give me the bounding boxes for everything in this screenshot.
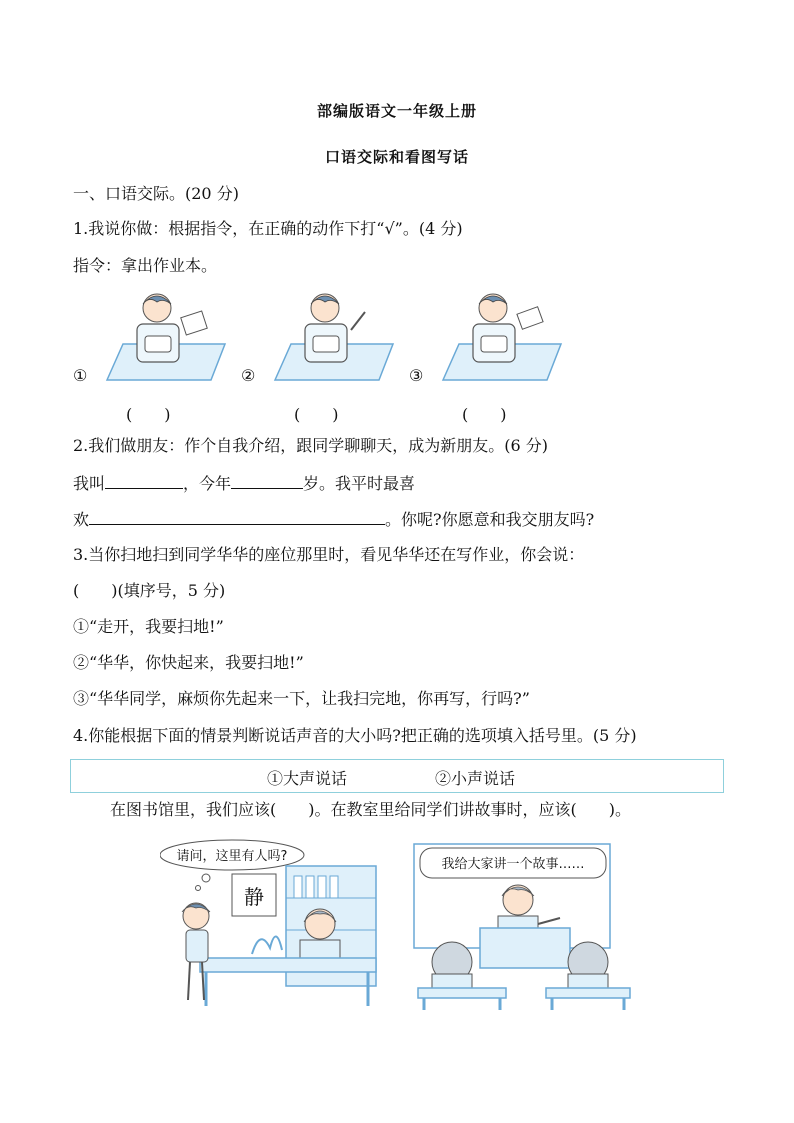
page-title: 部编版语文一年级上册 bbox=[316, 102, 477, 120]
question-1-pictures bbox=[73, 288, 633, 388]
option-2-number: ② bbox=[241, 366, 256, 385]
option-quiet: ②小声说话 bbox=[435, 769, 516, 788]
question-2-line-1 bbox=[73, 472, 415, 494]
option-1-number: ① bbox=[73, 366, 88, 385]
classroom-speech-bubble: 我给大家讲一个故事…… bbox=[441, 857, 585, 872]
picture-option-3 bbox=[437, 288, 567, 384]
picture-option-2 bbox=[269, 288, 399, 384]
age-blank[interactable] bbox=[231, 472, 303, 489]
q2-text-2: ，今年 bbox=[183, 474, 232, 493]
question-4-sentence: 在图书馆里，我们应该( )。在教室里给同学们讲故事时，应该( )。 bbox=[110, 800, 631, 819]
name-blank[interactable] bbox=[105, 472, 183, 489]
option-3-answer-paren[interactable]: ( ) bbox=[462, 405, 507, 424]
option-3-number: ③ bbox=[409, 366, 424, 385]
question-3-choice-3: ③“华华同学，麻烦你先起来一下，让我扫完地，你再写，行吗?” bbox=[73, 689, 530, 708]
q2-text-5: 。你呢?你愿意和我交朋友吗? bbox=[385, 510, 595, 529]
question-4-options-box bbox=[70, 759, 724, 793]
library-speech-bubble: 请问，这里有人吗? bbox=[176, 849, 288, 864]
section-heading: 一、口语交际。(20 分) bbox=[73, 184, 239, 203]
question-3-prompt: 3.当你扫地扫到同学华华的座位那里时，看见华华还在写作业，你会说： bbox=[73, 545, 585, 564]
question-2-line-2 bbox=[73, 508, 594, 530]
question-3-answer-line[interactable]: ( )(填序号，5 分) bbox=[73, 581, 226, 600]
hobby-blank[interactable] bbox=[89, 508, 385, 525]
q2-text-1: 我叫 bbox=[73, 474, 106, 493]
question-3-choice-1: ①“走开，我要扫地!” bbox=[73, 617, 224, 636]
picture-option-1 bbox=[101, 288, 231, 384]
q2-text-3: 岁。我平时最喜 bbox=[303, 474, 416, 493]
q2-text-4: 欢 bbox=[73, 510, 90, 529]
question-3-choice-2: ②“华华，你快起来，我要扫地!” bbox=[73, 653, 304, 672]
option-loud: ①大声说话 bbox=[267, 769, 348, 788]
page-subtitle: 口语交际和看图写话 bbox=[324, 148, 469, 166]
classroom-scene bbox=[410, 838, 632, 1014]
option-1-answer-paren[interactable]: ( ) bbox=[126, 405, 171, 424]
quiet-sign: 静 bbox=[244, 885, 264, 909]
question-4-prompt: 4.你能根据下面的情景判断说话声音的大小吗?把正确的选项填入括号里。(5 分) bbox=[73, 726, 637, 745]
question-1-prompt: 1.我说你做：根据指令，在正确的动作下打“√”。(4 分) bbox=[73, 219, 463, 238]
option-2-answer-paren[interactable]: ( ) bbox=[294, 405, 339, 424]
library-scene bbox=[160, 838, 382, 1014]
question-2-prompt: 2.我们做朋友：作个自我介绍，跟同学聊聊天，成为新朋友。(6 分) bbox=[73, 436, 549, 455]
question-1-instruction: 指令：拿出作业本。 bbox=[73, 256, 218, 275]
